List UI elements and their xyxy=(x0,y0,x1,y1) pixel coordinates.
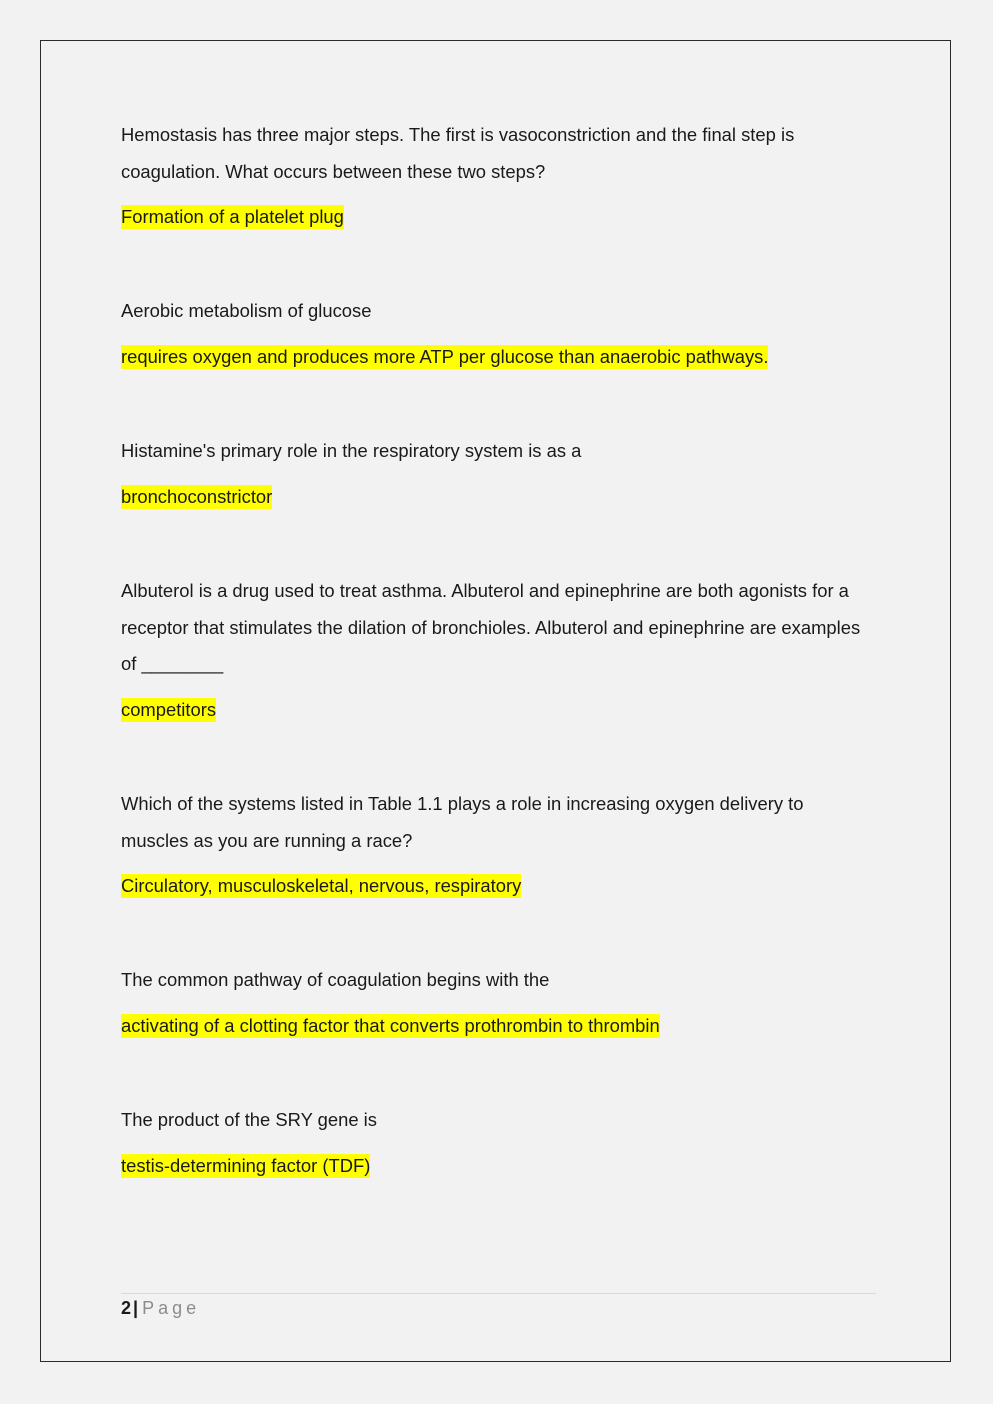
answer-highlight: Formation of a platelet plug xyxy=(121,206,344,228)
qa-item xyxy=(121,433,876,510)
question-text: Aerobic metabolism of glucose xyxy=(121,300,372,322)
footer-separator: | xyxy=(133,1298,139,1318)
page-content xyxy=(121,117,876,1242)
qa-item xyxy=(121,962,876,1039)
question-text: The common pathway of coagulation begins with the xyxy=(121,969,550,991)
question-text: The product of the SRY gene is xyxy=(121,1109,377,1131)
page-number: 2 xyxy=(121,1298,132,1318)
answer-highlight: Circulatory, musculoskeletal, nervous, respiratory xyxy=(121,875,522,897)
qa-item xyxy=(121,293,876,370)
question-text: Histamine's primary role in the respiratory system is as a xyxy=(121,440,582,462)
answer-highlight: requires oxygen and produces more ATP per glucose than anaerobic pathways. xyxy=(121,346,769,368)
page-footer xyxy=(121,1293,876,1319)
question-text: Hemostasis has three major steps. The first is vasoconstriction and the final step is coagulation. What occurs between these two steps? xyxy=(121,124,795,182)
answer-highlight: activating of a clotting factor that converts prothrombin to thrombin xyxy=(121,1015,660,1037)
answer-highlight: testis-determining factor (TDF) xyxy=(121,1154,371,1176)
page-label: Page xyxy=(142,1298,201,1318)
document-page xyxy=(40,40,951,1362)
question-text: Albuterol is a drug used to treat asthma. Albuterol and epinephrine are both agonists for a receptor that stimulates the dilation of bronchioles. Albuterol and epinephrine are examples of ________ xyxy=(121,579,861,675)
question-text: Which of the systems listed in Table 1.1 plays a role in increasing oxygen delivery to muscles as you are running a race? xyxy=(121,792,804,851)
qa-item xyxy=(121,573,876,723)
answer-highlight: competitors xyxy=(121,698,217,720)
qa-item xyxy=(121,117,876,230)
qa-item xyxy=(121,786,876,899)
answer-highlight: bronchoconstrictor xyxy=(121,485,273,507)
qa-item xyxy=(121,1102,876,1179)
